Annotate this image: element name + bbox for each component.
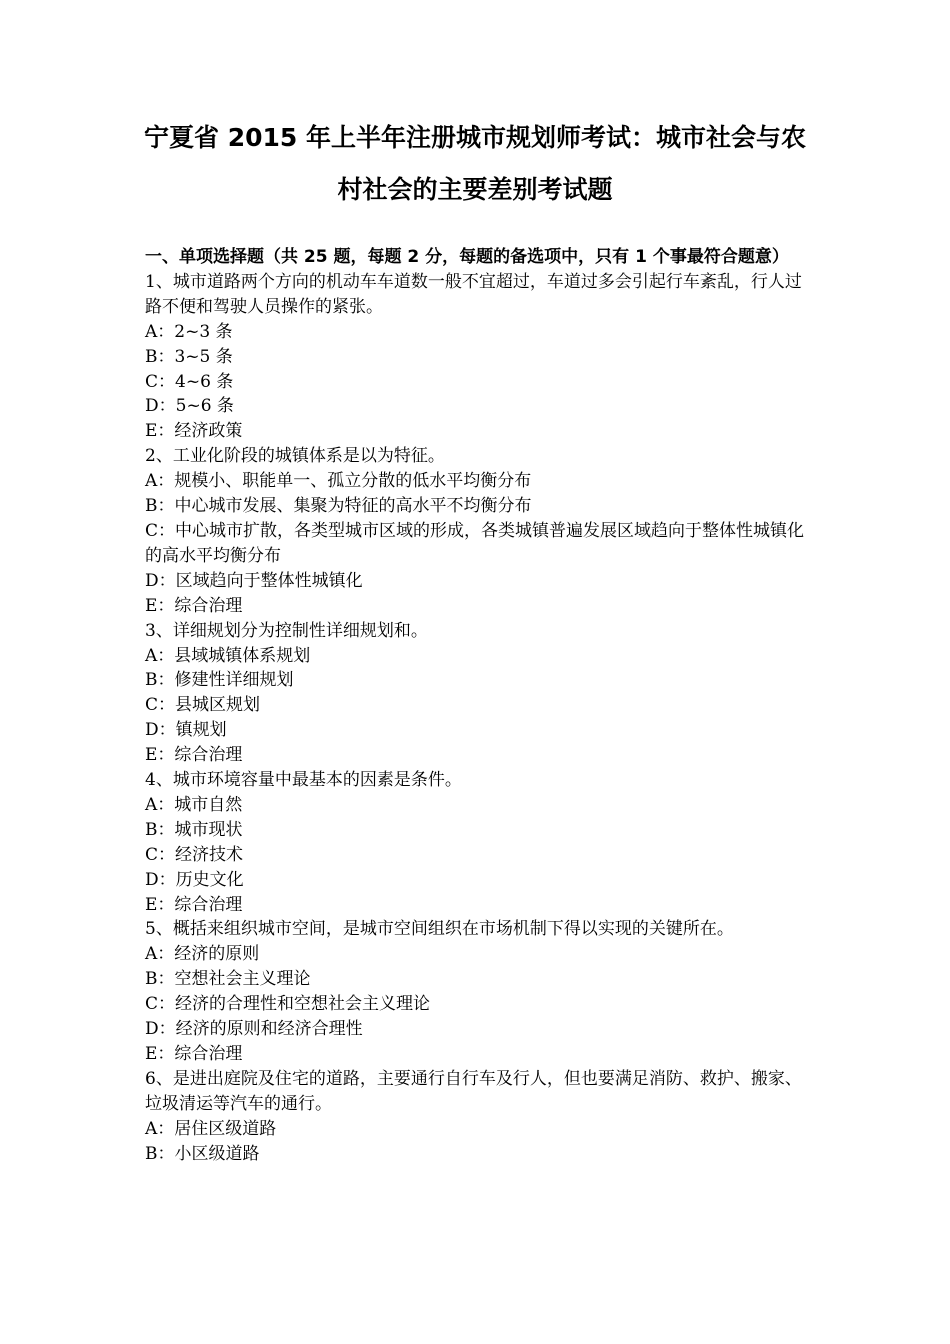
option-b: B：中心城市发展、集聚为特征的高水平不均衡分布 [145,496,532,517]
document-title-line-1: 宁夏省 2015 年上半年注册城市规划师考试：城市社会与农 [144,123,806,152]
option-d: D：区域趋向于整体性城镇化 [145,570,363,591]
document-title [130,112,820,216]
question-6 [145,1067,810,1167]
option-e: E：综合治理 [145,1044,243,1064]
option-c: C：中心城市扩散，各类型城市区域的形成，各类城镇普遍发展区域趋向于整体性城镇化的高水平均衡分布 [145,520,805,566]
option-a: A：规模小、职能单一、孤立分散的低水平均衡分布 [145,471,532,492]
option-e: E：综合治理 [145,745,243,766]
option-e: E：综合治理 [145,595,243,616]
question-stem: 3、详细规划分为控制性详细规划和。 [145,620,428,641]
option-d: D：经济的原则和经济合理性 [145,1019,363,1040]
question-stem: 6、是进出庭院及住宅的道路，主要通行自行车及行人，但也要满足消防、救护、搬家、垃圾清运等汽车的通行。 [145,1068,802,1114]
option-e: E：经济政策 [145,421,243,442]
option-c: C：经济的合理性和空想社会主义理论 [145,994,431,1015]
section-heading: 一、单项选择题（共 25 题，每题 2 分，每题的备选项中，只有 1 个事最符合题意） [145,247,789,267]
option-b: B：修建性详细规划 [145,670,294,691]
question-stem: 1、城市道路两个方向的机动车车道数一般不宜超过，车道过多会引起行车紊乱，行人过路不便和驾驶人员操作的紧张。 [145,271,802,317]
option-c: C：经济技术 [145,844,244,865]
question-stem: 5、概括来组织城市空间，是城市空间组织在市场机制下得以实现的关键所在。 [145,919,734,940]
option-b: B：3~5 条 [145,346,233,367]
question-2 [145,444,810,618]
option-b: B：空想社会主义理论 [145,969,311,990]
document-body [145,245,810,1167]
option-a: A：经济的原则 [145,944,260,965]
option-a: A：2~3 条 [145,321,233,342]
option-d: D：镇规划 [145,720,227,741]
question-stem: 4、城市环境容量中最基本的因素是条件。 [145,770,462,791]
option-c: C：4~6 条 [145,371,234,392]
option-a: A：城市自然 [145,794,243,815]
document-title-line-2: 村社会的主要差别考试题 [337,175,613,204]
question-list [145,270,810,1167]
question-1 [145,270,810,444]
option-b: B：小区级道路 [145,1143,260,1164]
option-a: A：居住区级道路 [145,1118,277,1139]
option-c: C：县城区规划 [145,695,261,716]
option-a: A：县域城镇体系规划 [145,645,311,666]
option-d: D：5~6 条 [145,396,234,417]
question-3 [145,619,810,768]
question-4 [145,768,810,917]
question-stem: 2、工业化阶段的城镇体系是以为特征。 [145,446,445,467]
option-b: B：城市现状 [145,819,243,840]
option-e: E：综合治理 [145,894,243,915]
option-d: D：历史文化 [145,869,244,890]
question-5 [145,917,810,1066]
